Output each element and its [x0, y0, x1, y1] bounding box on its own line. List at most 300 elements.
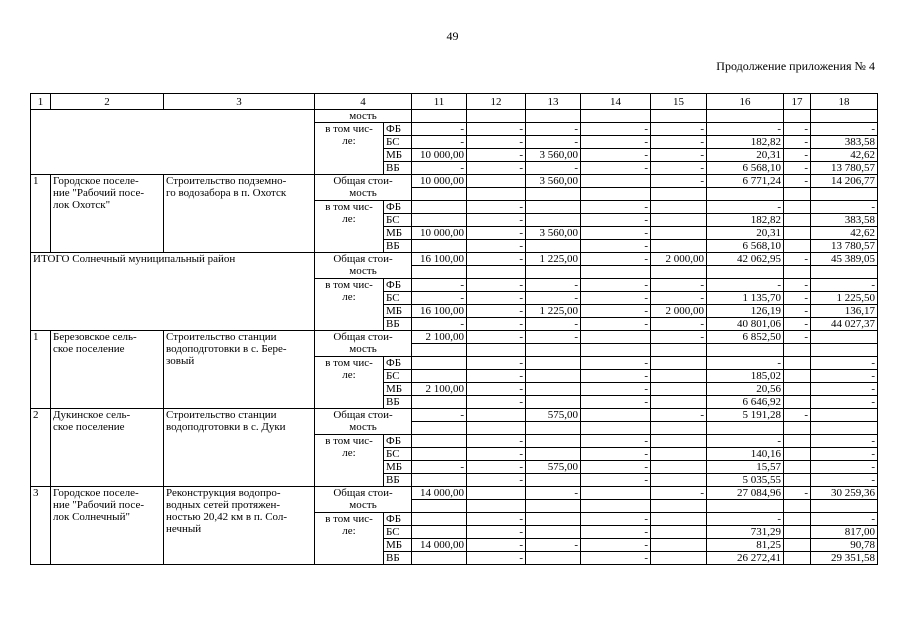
value-cell: 575,00 — [526, 461, 581, 474]
value-cell — [526, 357, 581, 370]
header-cell: 11 — [412, 94, 467, 110]
settlement-name: Дукинское сель- ское поселение — [51, 409, 164, 487]
value-cell: 42,62 — [811, 227, 878, 240]
value-cell — [784, 474, 811, 487]
value-cell: 182,82 — [707, 136, 784, 149]
value-cell: 20,56 — [707, 383, 784, 396]
value-cell — [651, 201, 707, 214]
value-cell — [651, 461, 707, 474]
value-cell: - — [581, 435, 651, 448]
value-cell: - — [412, 318, 467, 331]
value-cell: 42 062,95 — [707, 253, 784, 266]
value-cell: - — [581, 552, 651, 565]
source-label: БС — [384, 214, 412, 227]
value-cell: - — [707, 357, 784, 370]
value-cell — [651, 435, 707, 448]
value-cell: - — [581, 162, 651, 175]
project-name: Строительство подземно- го водозабора в п. Охотск — [164, 175, 315, 253]
value-cell: 20,31 — [707, 149, 784, 162]
incl-label: в том чис- ле: — [315, 279, 384, 331]
value-cell: - — [467, 435, 526, 448]
row-number: 1 — [31, 331, 51, 409]
value-cell — [412, 435, 467, 448]
value-cell: - — [467, 123, 526, 136]
value-cell: - — [651, 162, 707, 175]
value-cell: - — [467, 552, 526, 565]
value-cell: 13 780,57 — [811, 162, 878, 175]
value-cell — [412, 526, 467, 539]
source-label: ФБ — [384, 435, 412, 448]
value-cell — [412, 201, 467, 214]
value-cell: 6 568,10 — [707, 240, 784, 253]
value-cell: - — [467, 461, 526, 474]
value-cell — [581, 409, 651, 422]
value-cell: 6 568,10 — [707, 162, 784, 175]
value-cell: 30 259,36 — [811, 487, 878, 500]
value-cell: 817,00 — [811, 526, 878, 539]
value-cell — [651, 448, 707, 461]
value-cell: 13 780,57 — [811, 240, 878, 253]
value-cell — [784, 448, 811, 461]
value-cell: - — [581, 461, 651, 474]
table-row — [31, 253, 878, 266]
value-cell — [651, 357, 707, 370]
source-label: МБ — [384, 383, 412, 396]
row-number: 3 — [31, 487, 51, 565]
value-cell: 10 000,00 — [412, 227, 467, 240]
value-cell: - — [581, 240, 651, 253]
value-cell — [581, 175, 651, 188]
value-cell: - — [412, 136, 467, 149]
settlement-name: Городское поселе- ние "Рабочий посе- лок Солнечный" — [51, 487, 164, 565]
value-cell: 2 100,00 — [412, 383, 467, 396]
source-label: МБ — [384, 461, 412, 474]
value-cell: - — [581, 123, 651, 136]
value-cell: - — [526, 539, 581, 552]
value-cell — [412, 474, 467, 487]
value-cell: - — [811, 448, 878, 461]
header-cell: 4 — [315, 94, 412, 110]
value-cell: - — [581, 292, 651, 305]
value-cell — [784, 201, 811, 214]
value-cell: - — [581, 357, 651, 370]
settlement-name: Городское поселе- ние "Рабочий посе- лок Охотск" — [51, 175, 164, 253]
value-cell: 14 000,00 — [412, 487, 467, 500]
value-cell: - — [811, 201, 878, 214]
total-cost-label: Общая стои- мость — [315, 487, 412, 513]
value-cell: - — [467, 526, 526, 539]
value-cell — [784, 435, 811, 448]
incl-label: в том чис- ле: — [315, 123, 384, 175]
value-cell: - — [581, 370, 651, 383]
source-label: ФБ — [384, 123, 412, 136]
value-cell: - — [784, 305, 811, 318]
source-label: БС — [384, 526, 412, 539]
value-cell: - — [467, 305, 526, 318]
value-cell: - — [526, 123, 581, 136]
value-cell — [467, 409, 526, 422]
cost-label-tail: мость — [315, 110, 412, 123]
value-cell: - — [467, 513, 526, 526]
value-cell: - — [467, 149, 526, 162]
value-cell — [811, 409, 878, 422]
value-cell: 5 191,28 — [707, 409, 784, 422]
value-cell: - — [467, 331, 526, 344]
value-cell: - — [651, 149, 707, 162]
value-cell — [651, 396, 707, 409]
value-cell: - — [811, 370, 878, 383]
value-cell: 6 771,24 — [707, 175, 784, 188]
value-cell — [651, 526, 707, 539]
value-cell — [784, 227, 811, 240]
value-cell — [526, 214, 581, 227]
value-cell: 16 100,00 — [412, 253, 467, 266]
header-cell: 2 — [51, 94, 164, 110]
header-cell: 17 — [784, 94, 811, 110]
value-cell: - — [526, 162, 581, 175]
value-cell: - — [412, 292, 467, 305]
value-cell: - — [467, 136, 526, 149]
value-cell: - — [784, 487, 811, 500]
value-cell: - — [467, 539, 526, 552]
value-cell: - — [412, 409, 467, 422]
value-cell: - — [707, 513, 784, 526]
value-cell: 26 272,41 — [707, 552, 784, 565]
value-cell: - — [412, 162, 467, 175]
value-cell: - — [581, 474, 651, 487]
source-label: МБ — [384, 539, 412, 552]
value-cell: 1 225,00 — [526, 305, 581, 318]
value-cell: 731,29 — [707, 526, 784, 539]
value-cell: 1 225,00 — [526, 253, 581, 266]
value-cell: - — [784, 318, 811, 331]
value-cell: - — [581, 149, 651, 162]
value-cell — [526, 552, 581, 565]
value-cell: - — [707, 279, 784, 292]
value-cell: - — [651, 487, 707, 500]
row-number: 2 — [31, 409, 51, 487]
source-label: МБ — [384, 227, 412, 240]
value-cell: - — [707, 435, 784, 448]
value-cell — [651, 474, 707, 487]
value-cell: - — [467, 162, 526, 175]
source-label: БС — [384, 292, 412, 305]
value-cell: 29 351,58 — [811, 552, 878, 565]
value-cell: - — [581, 383, 651, 396]
value-cell: 44 027,37 — [811, 318, 878, 331]
value-cell: - — [412, 461, 467, 474]
value-cell — [412, 396, 467, 409]
value-cell — [784, 214, 811, 227]
value-cell: - — [811, 474, 878, 487]
value-cell: 2 100,00 — [412, 331, 467, 344]
value-cell: 1 135,70 — [707, 292, 784, 305]
value-cell — [412, 370, 467, 383]
value-cell — [651, 383, 707, 396]
value-cell: - — [784, 136, 811, 149]
value-cell: 45 389,05 — [811, 253, 878, 266]
value-cell: - — [651, 331, 707, 344]
value-cell: 136,17 — [811, 305, 878, 318]
value-cell: - — [811, 279, 878, 292]
value-cell — [784, 539, 811, 552]
value-cell: 20,31 — [707, 227, 784, 240]
source-label: МБ — [384, 149, 412, 162]
source-label: ВБ — [384, 474, 412, 487]
value-cell: - — [467, 214, 526, 227]
value-cell: - — [581, 396, 651, 409]
value-cell: - — [811, 435, 878, 448]
value-cell: - — [467, 370, 526, 383]
value-cell — [651, 539, 707, 552]
source-label: ВБ — [384, 552, 412, 565]
value-cell: - — [784, 279, 811, 292]
row-number: 1 — [31, 175, 51, 253]
table-row — [31, 175, 878, 188]
value-cell: 6 646,92 — [707, 396, 784, 409]
page-number: 49 — [446, 29, 459, 43]
value-cell: 6 852,50 — [707, 331, 784, 344]
table-row — [31, 487, 878, 500]
value-cell: - — [526, 136, 581, 149]
value-cell — [412, 513, 467, 526]
value-cell — [526, 513, 581, 526]
value-cell: 10 000,00 — [412, 175, 467, 188]
value-cell — [784, 240, 811, 253]
value-cell: 14 000,00 — [412, 539, 467, 552]
source-label: ВБ — [384, 318, 412, 331]
value-cell: - — [811, 123, 878, 136]
value-cell: - — [467, 240, 526, 253]
value-cell: - — [784, 175, 811, 188]
value-cell: - — [651, 409, 707, 422]
total-cost-label: Общая стои- мость — [315, 175, 412, 201]
project-name: Строительство станции водоподготовки в с. Дуки — [164, 409, 315, 487]
source-label: ВБ — [384, 396, 412, 409]
header-cell: 3 — [164, 94, 315, 110]
value-cell: 5 035,55 — [707, 474, 784, 487]
value-cell: 81,25 — [707, 539, 784, 552]
value-cell — [784, 357, 811, 370]
source-label: БС — [384, 370, 412, 383]
value-cell: - — [581, 201, 651, 214]
value-cell — [784, 370, 811, 383]
value-cell: - — [784, 292, 811, 305]
value-cell — [651, 240, 707, 253]
value-cell: - — [811, 461, 878, 474]
value-cell: 575,00 — [526, 409, 581, 422]
value-cell — [526, 201, 581, 214]
value-cell: - — [707, 123, 784, 136]
value-cell: - — [526, 487, 581, 500]
table-row — [31, 110, 878, 123]
value-cell: - — [467, 396, 526, 409]
value-cell: - — [467, 474, 526, 487]
value-cell — [581, 487, 651, 500]
value-cell: 14 206,77 — [811, 175, 878, 188]
total-row-title: ИТОГО Солнечный муниципальный район — [31, 253, 315, 331]
source-label: ФБ — [384, 279, 412, 292]
value-cell: - — [467, 318, 526, 331]
value-cell: 2 000,00 — [651, 305, 707, 318]
value-cell: 126,19 — [707, 305, 784, 318]
value-cell: - — [581, 253, 651, 266]
value-cell: 42,62 — [811, 149, 878, 162]
value-cell: - — [581, 526, 651, 539]
value-cell: - — [651, 136, 707, 149]
incl-label: в том чис- ле: — [315, 435, 384, 487]
value-cell: - — [467, 292, 526, 305]
value-cell: 3 560,00 — [526, 227, 581, 240]
value-cell — [526, 396, 581, 409]
incl-label: в том чис- ле: — [315, 357, 384, 409]
value-cell: - — [581, 214, 651, 227]
value-cell: 182,82 — [707, 214, 784, 227]
value-cell: - — [412, 123, 467, 136]
value-cell: 90,78 — [811, 539, 878, 552]
value-cell: - — [811, 513, 878, 526]
value-cell: - — [581, 318, 651, 331]
value-cell: - — [784, 331, 811, 344]
value-cell: - — [581, 539, 651, 552]
header-cell: 15 — [651, 94, 707, 110]
value-cell: - — [467, 253, 526, 266]
value-cell: - — [784, 409, 811, 422]
header-cell: 1 — [31, 94, 51, 110]
value-cell — [784, 526, 811, 539]
value-cell — [526, 240, 581, 253]
value-cell: - — [581, 279, 651, 292]
value-cell — [651, 227, 707, 240]
value-cell: 140,16 — [707, 448, 784, 461]
value-cell — [526, 435, 581, 448]
value-cell: 27 084,96 — [707, 487, 784, 500]
value-cell: - — [467, 357, 526, 370]
value-cell — [412, 214, 467, 227]
header-row — [31, 94, 878, 110]
value-cell: - — [467, 448, 526, 461]
source-label: БС — [384, 136, 412, 149]
value-cell: - — [707, 201, 784, 214]
value-cell — [526, 383, 581, 396]
value-cell: - — [651, 123, 707, 136]
value-cell: 16 100,00 — [412, 305, 467, 318]
value-cell — [526, 474, 581, 487]
value-cell: - — [467, 227, 526, 240]
value-cell: 1 225,50 — [811, 292, 878, 305]
value-cell: - — [581, 227, 651, 240]
total-cost-label: Общая стои- мость — [315, 409, 412, 435]
value-cell: - — [651, 318, 707, 331]
value-cell — [467, 487, 526, 500]
value-cell: - — [581, 305, 651, 318]
value-cell: 3 560,00 — [526, 149, 581, 162]
source-label: МБ — [384, 305, 412, 318]
incl-label: в том чис- ле: — [315, 201, 384, 253]
value-cell: - — [467, 201, 526, 214]
value-cell: - — [811, 396, 878, 409]
empty-cell — [31, 110, 315, 175]
header-cell: 14 — [581, 94, 651, 110]
value-cell: - — [811, 357, 878, 370]
value-cell — [784, 383, 811, 396]
value-cell: 383,58 — [811, 214, 878, 227]
header-cell: 13 — [526, 94, 581, 110]
value-cell: - — [412, 279, 467, 292]
source-label: ВБ — [384, 162, 412, 175]
settlement-name: Березовское сель- ское поселение — [51, 331, 164, 409]
header-cell: 16 — [707, 94, 784, 110]
source-label: ВБ — [384, 240, 412, 253]
value-cell: - — [526, 318, 581, 331]
budget-table — [30, 93, 878, 565]
value-cell: 40 801,06 — [707, 318, 784, 331]
value-cell: - — [784, 162, 811, 175]
value-cell — [651, 214, 707, 227]
value-cell: - — [581, 448, 651, 461]
value-cell: - — [784, 253, 811, 266]
value-cell — [526, 526, 581, 539]
table-row — [31, 331, 878, 344]
value-cell: 2 000,00 — [651, 253, 707, 266]
value-cell — [526, 370, 581, 383]
source-label: ФБ — [384, 201, 412, 214]
value-cell — [412, 448, 467, 461]
value-cell — [811, 331, 878, 344]
value-cell: 185,02 — [707, 370, 784, 383]
value-cell: - — [784, 123, 811, 136]
value-cell — [651, 513, 707, 526]
value-cell — [412, 357, 467, 370]
value-cell: - — [526, 292, 581, 305]
value-cell: - — [811, 383, 878, 396]
value-cell: - — [581, 136, 651, 149]
value-cell — [581, 331, 651, 344]
value-cell: 10 000,00 — [412, 149, 467, 162]
value-cell: - — [651, 279, 707, 292]
source-label: ФБ — [384, 357, 412, 370]
header-cell: 18 — [811, 94, 878, 110]
value-cell — [412, 240, 467, 253]
value-cell: - — [784, 149, 811, 162]
value-cell — [651, 552, 707, 565]
value-cell: - — [651, 175, 707, 188]
value-cell — [784, 461, 811, 474]
value-cell — [467, 175, 526, 188]
value-cell — [526, 448, 581, 461]
continuation-title: Продолжение приложения № 4 — [716, 59, 875, 73]
incl-label: в том чис- ле: — [315, 513, 384, 565]
value-cell: 383,58 — [811, 136, 878, 149]
table-row — [31, 409, 878, 422]
value-cell: - — [526, 279, 581, 292]
value-cell — [651, 370, 707, 383]
source-label: ФБ — [384, 513, 412, 526]
value-cell — [784, 552, 811, 565]
value-cell: 3 560,00 — [526, 175, 581, 188]
value-cell — [784, 513, 811, 526]
total-cost-label: Общая стои- мость — [315, 331, 412, 357]
value-cell — [412, 552, 467, 565]
value-cell: - — [467, 279, 526, 292]
project-name: Строительство станции водоподготовки в с. Бере- зовый — [164, 331, 315, 409]
value-cell: - — [526, 331, 581, 344]
value-cell — [784, 396, 811, 409]
total-cost-label: Общая стои- мость — [315, 253, 412, 279]
value-cell: - — [651, 292, 707, 305]
header-cell: 12 — [467, 94, 526, 110]
project-name: Реконструкция водопро- водных сетей протяжен- ностью 20,42 км в п. Сол- нечный — [164, 487, 315, 565]
